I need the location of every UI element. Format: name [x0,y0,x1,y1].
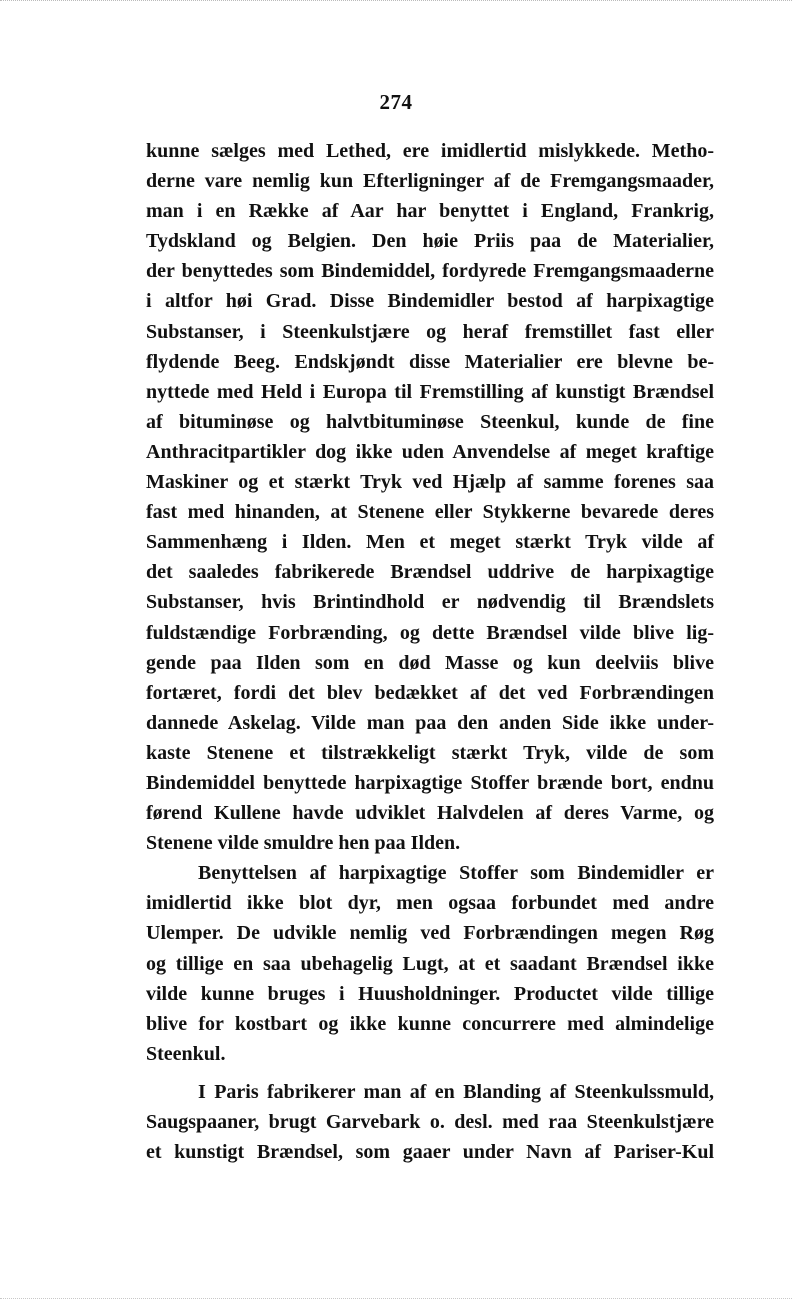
text-line: kunne sælges med Lethed, ere imidlertid mislykkede. Metho- [146,140,714,162]
paragraph [146,136,714,858]
text-line: dannede Askelag. Vilde man paa den anden Side ikke under- [146,711,714,734]
page-top-edge [0,0,792,7]
text-line: fuldstændige Forbrænding, og dette Brændsel vilde blive lig- [146,621,714,644]
text-line: Substanser, i Steenkulstjære og heraf fremstillet fast eller [146,320,714,343]
text-line: kaste Stenene et tilstrækkeligt stærkt Tryk, vilde de som [146,741,714,764]
text-line: der benyttedes som Bindemiddel, fordyrede Fremgangsmaaderne [146,260,714,283]
text-line: i altfor høi Grad. Disse Bindemidler bestod af harpixagtige [146,290,714,313]
text-line: derne vare nemlig kun Efterligninger af de Fremgangsmaader, [146,170,714,193]
text-line: vilde kunne bruges i Huusholdninger. Productet vilde tillige [146,982,714,1005]
text-line: Benyttelsen af harpixagtige Stoffer som Bindemidler er [198,862,714,885]
text-line: nyttede med Held i Europa til Fremstilling af kunstigt Brændsel [146,380,714,403]
text-line: af bituminøse og halvtbituminøse Steenkul, kunde de fine [146,410,714,433]
body-text [146,136,714,1167]
paragraph [146,1077,714,1167]
paragraph-gap [146,1069,714,1077]
text-line: Steenkul. [146,1042,226,1065]
text-line: Sammenhæng i Ilden. Men et meget stærkt Tryk vilde af [146,531,714,554]
text-line: fortæret, fordi det blev bedækket af det ved Forbrændingen [146,681,714,704]
text-line: det saaledes fabrikerede Brændsel uddrive de harpixagtige [146,561,714,584]
text-line: imidlertid ikke blot dyr, men ogsaa forbundet med andre [146,892,714,915]
text-line: Substanser, hvis Brintindhold er nødvendig til Brændslets [146,591,714,614]
page-number: 274 [379,90,413,114]
text-line: Maskiner og et stærkt Tryk ved Hjælp af samme forenes saa [146,471,714,494]
text-line: Ulemper. De udvikle nemlig ved Forbrændingen megen Røg [146,922,714,945]
page-bottom-edge [0,1298,792,1299]
text-line: Stenene vilde smuldre hen paa Ilden. [146,832,461,855]
text-line: blive for kostbart og ikke kunne concurrere med almindelige [146,1012,714,1035]
text-line: et kunstigt Brændsel, som gaaer under Navn af Pariser-Kul [146,1141,714,1164]
text-line: fast med hinanden, at Stenene eller Stykkerne bevarede deres [146,501,714,524]
text-line: førend Kullene havde udviklet Halvdelen af deres Varme, og [146,802,714,825]
paragraph [146,858,714,1069]
text-line: Bindemiddel benyttede harpixagtige Stoffer brænde bort, endnu [146,771,714,794]
text-line: man i en Række af Aar har benyttet i England, Frankrig, [146,200,714,223]
text-line: og tillige en saa ubehagelig Lugt, at et saadant Brændsel ikke [146,952,714,975]
text-line: Saugspaaner, brugt Garvebark o. desl. med raa Steenkulstjære [146,1111,714,1133]
text-line: flydende Beeg. Endskjøndt disse Materialier ere blevne be- [146,350,714,373]
text-line: gende paa Ilden som en død Masse og kun deelviis blive [146,651,714,674]
text-line: I Paris fabrikerer man af en Blanding af Steenkulssmuld, [198,1080,714,1103]
text-line: Anthracitpartikler dog ikke uden Anvendelse af meget kraftige [146,440,714,463]
text-line: Tydskland og Belgien. Den høie Priis paa de Materialier, [146,230,714,253]
